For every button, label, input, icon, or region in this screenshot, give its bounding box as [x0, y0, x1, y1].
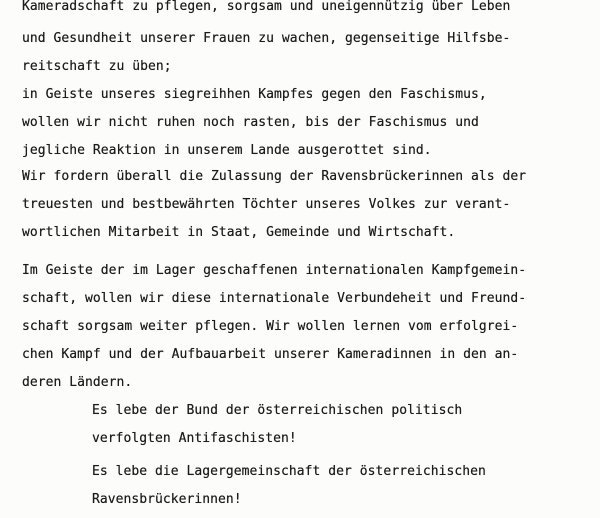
text-line: Im Geiste der im Lager geschaffenen internationalen Kampfgemein-: [22, 263, 527, 278]
text-line: reitschaft zu üben;: [22, 59, 172, 74]
text-line: deren Ländern.: [22, 375, 133, 390]
closing-line: Ravensbrückerinnen!: [92, 492, 242, 507]
text-line: schaft sorgsam weiter pflegen. Wir wollen lernen vom erfolgrei-: [22, 319, 519, 334]
text-line: in Geiste unseres siegreihhen Kampfes gegen den Faschismus,: [22, 87, 487, 102]
text-line: Kameradschaft zu pflegen, sorgsam und uneigennützig über Leben: [22, 0, 511, 14]
text-line: treuesten und bestbewährten Töchter unseres Volkes zur verant-: [22, 197, 511, 212]
closing-line: verfolgten Antifaschisten!: [92, 431, 297, 446]
text-line: wollen wir nicht ruhen noch rasten, bis der Faschismus und: [22, 115, 479, 130]
closing-line: Es lebe die Lagergemeinschaft der österreichischen: [92, 464, 486, 479]
closing-line: Es lebe der Bund der österreichischen politisch: [92, 403, 463, 418]
text-line: schaft, wollen wir diese internationale Verbundeheit und Freund-: [22, 291, 527, 306]
text-line: Wir fordern überall die Zulassung der Ravensbrückerinnen als der: [22, 169, 527, 184]
text-line: jegliche Reaktion in unserem Lande ausgerottet sind.: [22, 143, 432, 158]
text-line: chen Kampf und der Aufbauarbeit unserer Kameradinnen in den an-: [22, 347, 519, 362]
text-line: und Gesundheit unserer Frauen zu wachen, gegenseitige Hilfsbe-: [22, 31, 511, 46]
text-line: wortlichen Mitarbeit in Staat, Gemeinde und Wirtschaft.: [22, 225, 456, 240]
